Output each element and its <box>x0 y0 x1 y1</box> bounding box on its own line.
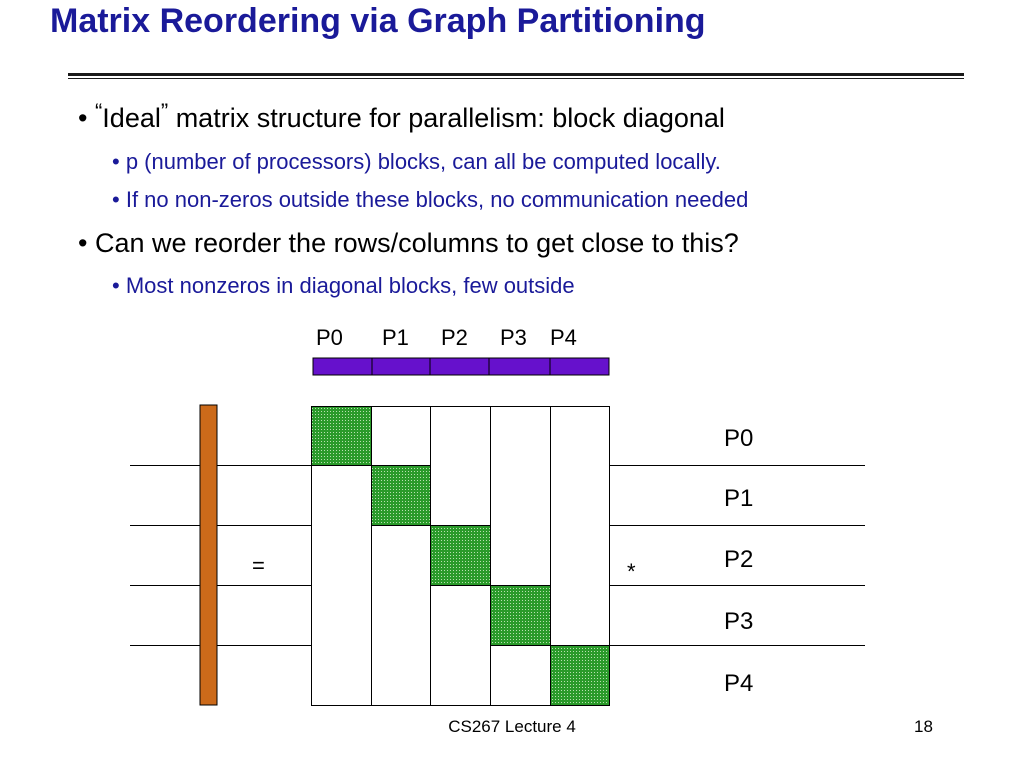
processor-bar-segment-p1 <box>372 358 430 375</box>
bullet-2-text: Can we reorder the rows/columns to get close to this? <box>94 228 739 258</box>
equals-sign: = <box>252 553 265 578</box>
subbullet-text: Most nonzeros in diagonal blocks, few outside <box>125 273 575 298</box>
processor-label-p1: P1 <box>382 325 409 350</box>
row-label-p0: P0 <box>724 425 754 452</box>
diagonal-block-p0 <box>312 407 372 466</box>
row-label-p2: P2 <box>724 546 754 573</box>
quote-close: ” <box>160 99 169 124</box>
row-label-p1: P1 <box>724 485 754 512</box>
subbullet-marker: • <box>112 187 120 212</box>
processor-bar-segment-p4 <box>550 358 609 375</box>
processor-bar <box>313 358 609 375</box>
quote-open: “ <box>94 99 103 124</box>
bullet-1-text: matrix structure for parallelism: block diagonal <box>168 103 725 133</box>
diagonal-block-p2 <box>431 526 491 586</box>
processor-label-p0: P0 <box>316 325 343 350</box>
slide-title: Matrix Reordering via Graph Partitioning <box>50 2 706 40</box>
slide-footer: CS267 Lecture 4 <box>448 717 576 736</box>
processor-label-p2: P2 <box>441 325 468 350</box>
subbullet-marker: • <box>112 149 120 174</box>
row-label-p4: P4 <box>724 670 754 697</box>
subbullet-marker: • <box>112 273 120 298</box>
diagonal-block-p4 <box>551 646 610 706</box>
quote-word: Ideal <box>102 103 161 133</box>
subbullet-text: If no non-zeros outside these blocks, no communication needed <box>125 187 749 212</box>
processor-label-p3: P3 <box>500 325 527 350</box>
bullet-marker: • <box>78 228 88 258</box>
row-label-p3: P3 <box>724 608 754 635</box>
diagonal-block-p1 <box>372 466 431 526</box>
processor-bar-segment-p0 <box>313 358 372 375</box>
result-vector <box>200 405 217 705</box>
bullet-marker: • <box>78 103 88 133</box>
processor-bar-segment-p2 <box>430 358 489 375</box>
subbullet-text: p (number of processors) blocks, can all be computed locally. <box>125 149 721 174</box>
processor-label-p4: P4 <box>550 325 577 350</box>
processor-bar-segment-p3 <box>489 358 550 375</box>
multiply-sign: * <box>627 559 636 584</box>
page-number: 18 <box>914 717 933 736</box>
diagonal-block-p3 <box>491 586 551 646</box>
